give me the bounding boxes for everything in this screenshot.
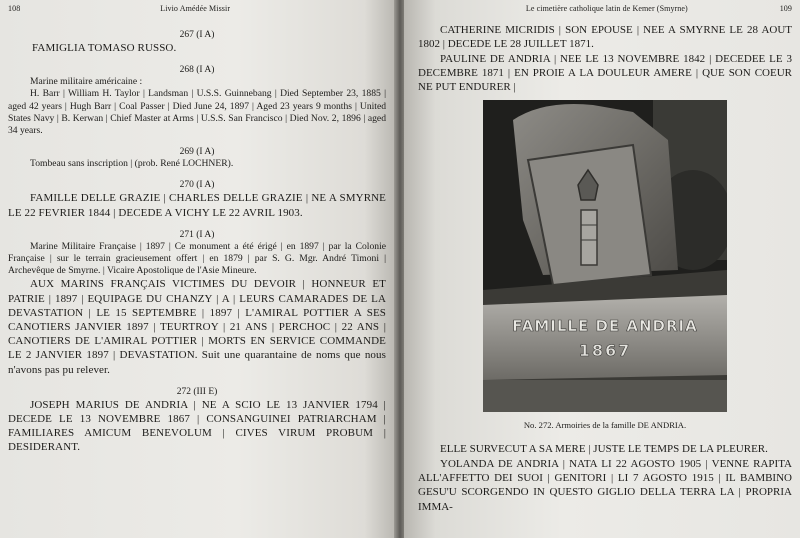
- entry-number: 268 (I A): [179, 65, 215, 76]
- tombstone-photo: [483, 100, 727, 412]
- stone-year: 1867: [578, 341, 632, 361]
- right-page-number: 109: [779, 4, 792, 13]
- entry-text: AUX MARINS FRANÇAIS VICTIMES DU DEVOIR | HONNEUR ET PATRIE | 1897 | EQUIPAGE DU CHANZY | A | LEURS CAMARADES DE LA DEVASTATION | LE 15 SEPTEMBRE | 1897 | L'AMIRAL POTTIER A SES CANOTIERS JANVIER 1897 | TEURTROY | 21 ANS | PERCHOC | 22 ANS | CANOTIERS DE L'AMIRAL POTTIER | MORTS EN SERVICE COMMANDE LE 2 JANVIER 1897 | DEVASTATION. Suit une quarantaine de noms que nous n'avons pas pu relever.: [8, 278, 386, 376]
- tower-emblem: [581, 210, 597, 265]
- left-page: [0, 0, 396, 538]
- right-page: [404, 0, 800, 538]
- epitaph-text: PAULINE DE ANDRIA | NEE LE 13 NOVEMBRE 1842 | DECEDEE LE 3 DECEMBRE 1871 | EN PROIE A LA DOULEUR AMERE | QUE SON COEUR NE PUT ENDURER |: [418, 52, 792, 94]
- entry-number: 271 (I A): [179, 229, 215, 240]
- entry-268: [8, 65, 386, 137]
- entry-text: H. Barr | William H. Taylor | Landsman | U.S.S. Guinnebang | Died September 23, 1885 | aged 42 years | Hugh Barr | Coal Passer | Died June 24, 1897 | Aged 23 years 9 months | United States Navy | B. Kerwan | Chief Master at Arms | U.S.S. San Francisco | Died Nov. 2, 1896 | aged 34 years.: [8, 88, 386, 137]
- tombstone-photo-graphic: [483, 100, 727, 412]
- entry-text: Marine militaire américaine :: [30, 76, 143, 88]
- entry-number: 269 (I A): [179, 147, 215, 158]
- epitaph-text: ELLE SURVECUT A SA MERE | JUSTE LE TEMPS DE LA PLEURER.: [440, 443, 768, 456]
- entry-number: 267 (I A): [179, 30, 215, 40]
- entry-number: 270 (I A): [179, 180, 215, 191]
- left-page-number: 108: [8, 4, 21, 13]
- left-running-head: [8, 4, 386, 20]
- entry-text: Marine Militaire Française | 1897 | Ce monument a été érigé | en 1897 | par la Colonie Française | sur le terrain gracieusement offert | en 1879 | par S. G. Mgr. André Timoni | Archevêque de Smyrne. | Vicaire Apostolique de l'Asie Mineure.: [8, 240, 386, 277]
- stone-inscription: FAMILLE DE ANDRIA: [512, 317, 698, 336]
- right-running-title: Le cimetière catholique latin de Kemer (Smyrne): [525, 4, 688, 13]
- entry-text: Tombeau sans inscription | (prob. René LOCHNER).: [30, 158, 234, 170]
- entry-272: [8, 387, 386, 455]
- entry-271: [8, 230, 386, 377]
- epitaph-text: YOLANDA DE ANDRIA | NATA LI 22 AGOSTO 1905 | VENNE RAPITA ALL'AFFETTO DEI SUOI | GENITORI | LI 7 AGOSTO 1915 | IL BAMBINO GESU'U SCORGENDO IN QUESTO GIGLIO DELLA TERRA LA | PROPRIA IMMA-: [418, 457, 792, 513]
- entry-text: FAMILLE DELLE GRAZIE | CHARLES DELLE GRAZIE | NE A SMYRNE LE 22 FEVRIER 1844 | DECEDE A VICHY LE 22 AVRIL 1903.: [8, 192, 386, 219]
- entry-text: JOSEPH MARIUS DE ANDRIA | NE A SCIO LE 13 JANVIER 1794 | DECEDE LE 13 NOVEMBRE 1867 | CONSANGUINEI PATRIARCHAM | FAMILIARES AMICUM BENEVOLUM | CIVES VIRUM PROBUM | DESIDERANT.: [8, 398, 386, 454]
- epitaph-text: CATHERINE MICRIDIS | SON EPOUSE | NEE A SMYRNE LE 28 AOUT 1802 | DECEDE LE 28 JUILLET 1871.: [418, 24, 792, 51]
- entry-270: [8, 180, 386, 219]
- figure-caption: No. 272. Armoiries de la famille DE ANDRIA.: [523, 420, 687, 431]
- entry-number: 272 (III E): [176, 386, 218, 397]
- tombstone-base: [483, 295, 727, 380]
- right-running-head: [418, 4, 792, 20]
- entry-269: [8, 147, 386, 170]
- left-running-title: Livio Amédée Missir: [160, 4, 231, 13]
- entry-267: [8, 30, 386, 55]
- entry-text: FAMIGLIA TOMASO RUSSO.: [32, 42, 177, 54]
